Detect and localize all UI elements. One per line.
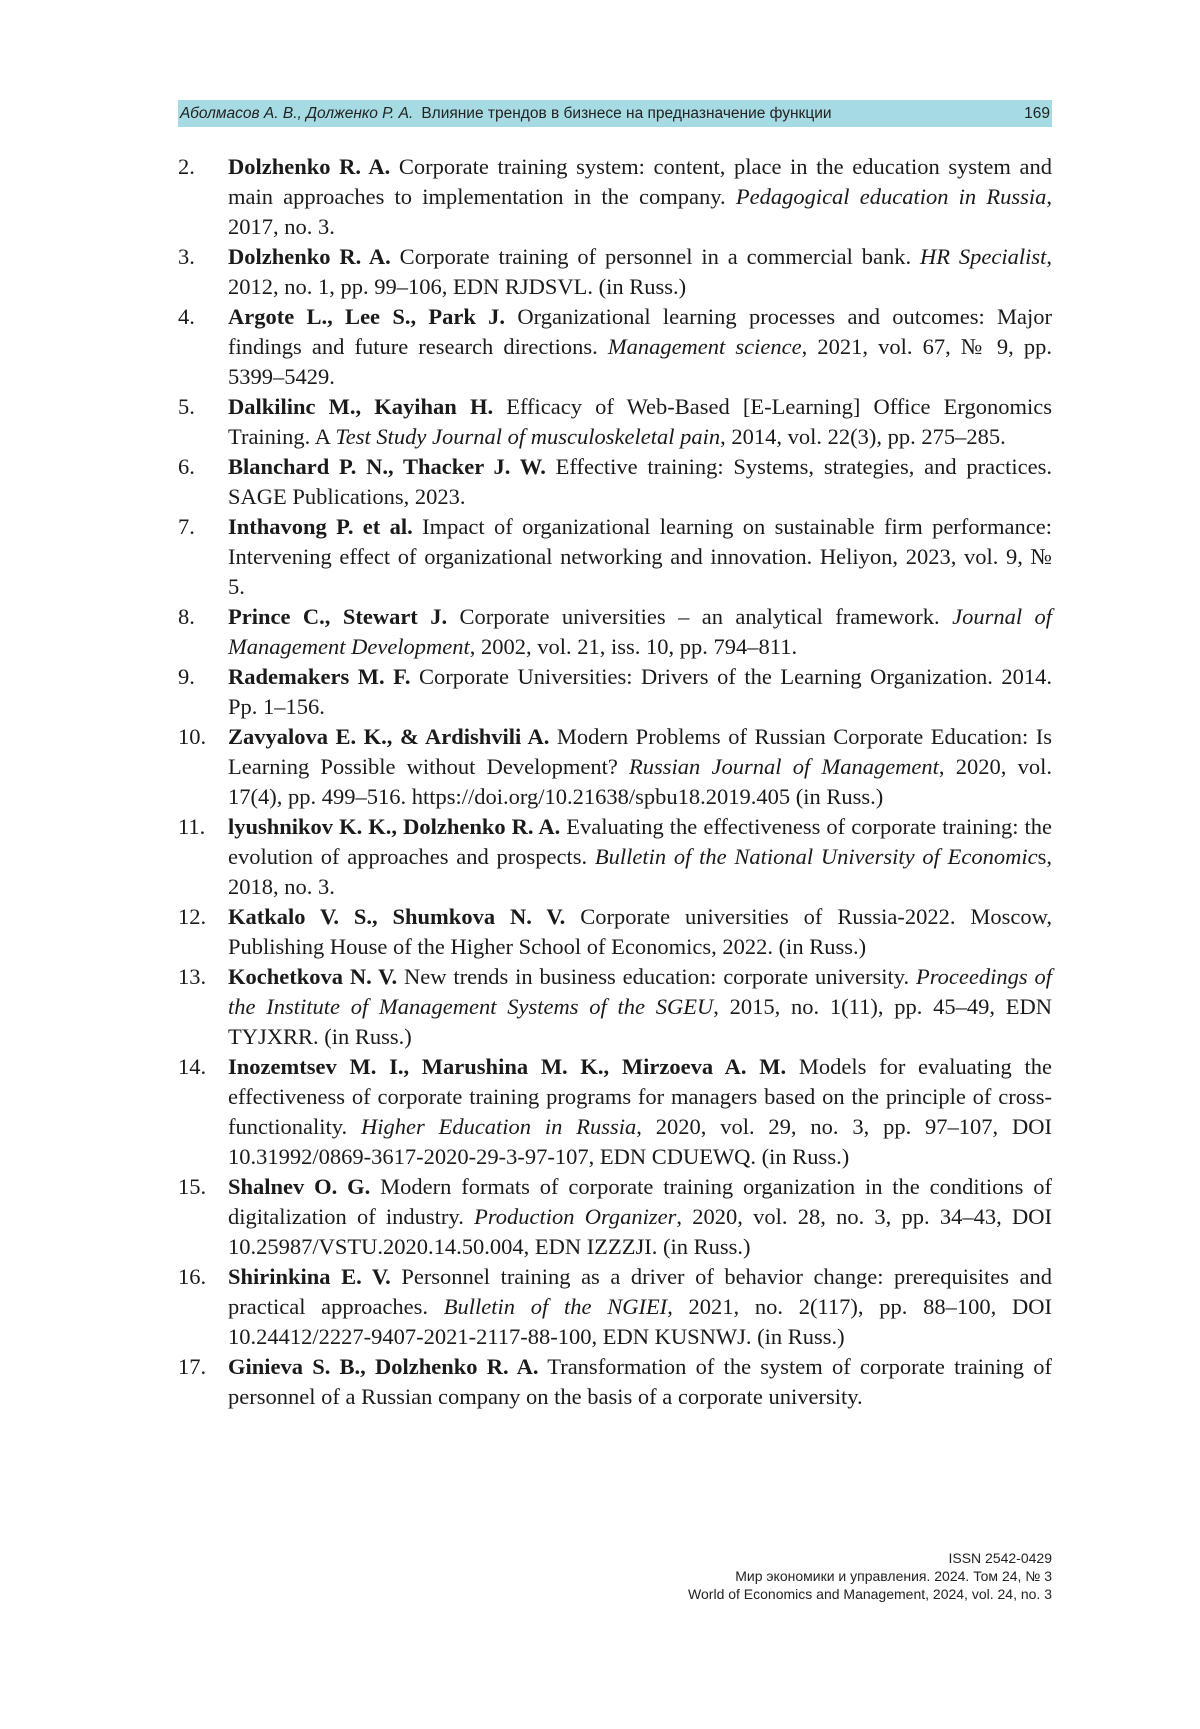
header-title: Влияние трендов в бизнесе на предназначение функции bbox=[421, 104, 832, 122]
reference-body bbox=[228, 1052, 1052, 1172]
reference-source: Bulletin of the National University of Economic bbox=[594, 844, 1038, 869]
reference-authors: Dalkilinc M., Kayihan H. bbox=[228, 394, 494, 419]
reference-body bbox=[228, 1352, 1052, 1412]
reference-source: Proceedings of the Institute of Management Systems of the SGEU bbox=[228, 964, 1052, 1019]
reference-text: , 2017, no. 3. bbox=[228, 184, 1052, 239]
reference-body bbox=[228, 812, 1052, 902]
reference-number: 6. bbox=[178, 454, 195, 479]
reference-number: 3. bbox=[178, 244, 195, 269]
page-number: 169 bbox=[1024, 104, 1050, 122]
reference-item bbox=[178, 1262, 1052, 1352]
reference-number: 8. bbox=[178, 604, 195, 629]
reference-body bbox=[228, 902, 1052, 962]
reference-authors: Argote L., Lee S., Park J. bbox=[228, 304, 506, 329]
reference-text: , 2020, vol. 29, no. 3, pp. 97–107, DOI 10.31992/0869-3617-2020-29-3-97-107, EDN CDUEWQ. (in Russ.) bbox=[228, 1114, 1052, 1169]
reference-source: Test Study Journal of musculoskeletal pain bbox=[335, 424, 721, 449]
reference-text: Corporate training system: content, place in the education system and main approaches to implementation in the company. bbox=[228, 154, 1052, 209]
reference-text: Corporate universities – an analytical framework. bbox=[447, 604, 953, 629]
reference-list bbox=[178, 152, 1052, 1412]
reference-body bbox=[228, 1172, 1052, 1262]
reference-text: Effective training: Systems, strategies, and practices. SAGE Publications, 2023. bbox=[228, 454, 1052, 509]
reference-authors: Shirinkina E. V. bbox=[228, 1264, 391, 1289]
reference-item bbox=[178, 392, 1052, 452]
reference-authors: Blanchard P. N., Thacker J. W. bbox=[228, 454, 546, 479]
reference-source: Pedagogical education in Russia bbox=[735, 184, 1047, 209]
reference-authors: Inthavong P. et al. bbox=[228, 514, 413, 539]
reference-text: , 2012, no. 1, pp. 99–106, EDN RJDSVL. (in Russ.) bbox=[228, 244, 1052, 299]
reference-number: 5. bbox=[178, 394, 195, 419]
reference-source: HR Specialist bbox=[920, 244, 1047, 269]
reference-item bbox=[178, 302, 1052, 392]
footer-issn: ISSN 2542-0429 bbox=[948, 1550, 1052, 1566]
reference-text: , 2002, vol. 21, iss. 10, pp. 794–811. bbox=[469, 634, 798, 659]
reference-authors: Rademakers M. F. bbox=[228, 664, 411, 689]
reference-number: 7. bbox=[178, 514, 195, 539]
reference-item bbox=[178, 812, 1052, 902]
reference-source: Bulletin of the NGIEI bbox=[443, 1294, 668, 1319]
reference-body bbox=[228, 602, 1052, 662]
reference-item bbox=[178, 902, 1052, 962]
reference-text: , 2020, vol. 17(4), pp. 499–516. https://doi.org/10.21638/spbu18.2019.405 (in Russ.) bbox=[228, 754, 1052, 809]
reference-body bbox=[228, 722, 1052, 812]
reference-text: Impact of organizational learning on sustainable firm performance: Intervening effect of organizational networking and innovation. Heliyon, 2023, vol. 9, № 5. bbox=[228, 514, 1053, 599]
reference-number: 4. bbox=[178, 304, 195, 329]
reference-authors: Ginieva S. B., Dolzhenko R. A. bbox=[228, 1354, 539, 1379]
reference-source: Russian Journal of Management bbox=[629, 754, 939, 779]
reference-text: s, 2018, no. 3. bbox=[228, 844, 1052, 899]
reference-authors: Zavyalova E. K., & Ardishvili A. bbox=[228, 724, 550, 749]
running-header bbox=[178, 100, 1052, 127]
reference-number: 15. bbox=[178, 1174, 207, 1199]
reference-number: 12. bbox=[178, 904, 207, 929]
reference-text: , 2015, no. 1(11), pp. 45–49, EDN TYJXRR. (in Russ.) bbox=[228, 994, 1052, 1049]
reference-item bbox=[178, 1052, 1052, 1172]
reference-number: 13. bbox=[178, 964, 207, 989]
reference-text: Efficacy of Web-Based [E-Learning] Office Ergonomics Training. A bbox=[228, 394, 1052, 449]
reference-authors: Prince C., Stewart J. bbox=[228, 604, 448, 629]
reference-item bbox=[178, 662, 1052, 722]
reference-authors: Shalnev O. G. bbox=[228, 1174, 371, 1199]
reference-text: Evaluating the effectiveness of corporate training: the evolution of approaches and prospects. bbox=[228, 814, 1052, 869]
reference-number: 17. bbox=[178, 1354, 207, 1379]
reference-text: Modern formats of corporate training organization in the conditions of digitalization of industry. bbox=[228, 1174, 1052, 1229]
reference-item bbox=[178, 512, 1052, 602]
reference-item bbox=[178, 152, 1052, 242]
reference-authors: Kochetkova N. V. bbox=[228, 964, 398, 989]
header-authors: Аболмасов А. В., Долженко Р. А. bbox=[180, 104, 414, 122]
reference-text: Corporate universities of Russia-2022. Moscow, Publishing House of the Higher School of Economics, 2022. (in Russ.) bbox=[228, 904, 1052, 959]
reference-body bbox=[228, 392, 1052, 452]
reference-body bbox=[228, 512, 1052, 602]
reference-source: Production Organizer bbox=[474, 1204, 677, 1229]
reference-body bbox=[228, 242, 1052, 302]
reference-source: Higher Education in Russia bbox=[360, 1114, 637, 1139]
reference-text: , 2014, vol. 22(3), pp. 275–285. bbox=[720, 424, 1006, 449]
reference-body bbox=[228, 962, 1052, 1052]
reference-item bbox=[178, 602, 1052, 662]
reference-text: New trends in business education: corporate university. bbox=[397, 964, 916, 989]
reference-text: Corporate Universities: Drivers of the Learning Organization. 2014. Pp. 1–156. bbox=[228, 664, 1052, 719]
reference-number: 9. bbox=[178, 664, 195, 689]
reference-number: 14. bbox=[178, 1054, 207, 1079]
footer-journal-en: World of Economics and Management, 2024, vol. 24, no. 3 bbox=[688, 1586, 1052, 1602]
reference-source: Management science bbox=[607, 334, 802, 359]
reference-body bbox=[228, 152, 1052, 242]
reference-authors: Inozemtsev M. I., Marushina M. K., Mirzoeva A. M. bbox=[228, 1054, 787, 1079]
reference-text: , 2021, no. 2(117), pp. 88–100, DOI 10.24412/2227-9407-2021-2117-88-100, EDN KUSNWJ. (in Russ.) bbox=[228, 1294, 1053, 1349]
reference-number: 11. bbox=[178, 814, 206, 839]
footer-journal-ru: Мир экономики и управления. 2024. Том 24, № 3 bbox=[735, 1568, 1052, 1584]
reference-body bbox=[228, 1262, 1052, 1352]
reference-authors: Dolzhenko R. A. bbox=[228, 154, 391, 179]
reference-authors: lyushnikov K. K., Dolzhenko R. A. bbox=[228, 814, 561, 839]
reference-text: Models for evaluating the effectiveness of corporate training programs for managers based on the principle of cross-functionality. bbox=[228, 1054, 1052, 1139]
reference-number: 2. bbox=[178, 154, 195, 179]
reference-text: Organizational learning processes and outcomes: Major findings and future research directions. bbox=[228, 304, 1052, 359]
reference-source: Journal of Management Development bbox=[228, 604, 1053, 659]
reference-item bbox=[178, 722, 1052, 812]
reference-item bbox=[178, 452, 1052, 512]
reference-item bbox=[178, 242, 1052, 302]
reference-authors: Katkalo V. S., Shumkova N. V. bbox=[228, 904, 566, 929]
reference-item bbox=[178, 962, 1052, 1052]
reference-text: Personnel training as a driver of behavior change: prerequisites and practical approaches. bbox=[228, 1264, 1052, 1319]
reference-body bbox=[228, 452, 1052, 512]
reference-number: 10. bbox=[178, 724, 207, 749]
journal-footer bbox=[688, 1549, 1052, 1603]
reference-text: , 2021, vol. 67, № 9, pp. 5399–5429. bbox=[228, 334, 1053, 389]
reference-item bbox=[178, 1172, 1052, 1262]
reference-authors: Dolzhenko R. A. bbox=[228, 244, 391, 269]
reference-body bbox=[228, 662, 1052, 722]
reference-text: Transformation of the system of corporate training of personnel of a Russian company on the basis of a corporate university. bbox=[228, 1354, 1053, 1409]
reference-item bbox=[178, 1352, 1052, 1412]
reference-number: 16. bbox=[178, 1264, 207, 1289]
reference-text: Corporate training of personnel in a commercial bank. bbox=[390, 244, 920, 269]
reference-body bbox=[228, 302, 1052, 392]
reference-text: , 2020, vol. 28, no. 3, pp. 34–43, DOI 10.25987/VSTU.2020.14.50.004, EDN IZZZJI. (in Russ.) bbox=[228, 1204, 1052, 1259]
reference-text: Modern Problems of Russian Corporate Education: Is Learning Possible without Development? bbox=[228, 724, 1052, 779]
